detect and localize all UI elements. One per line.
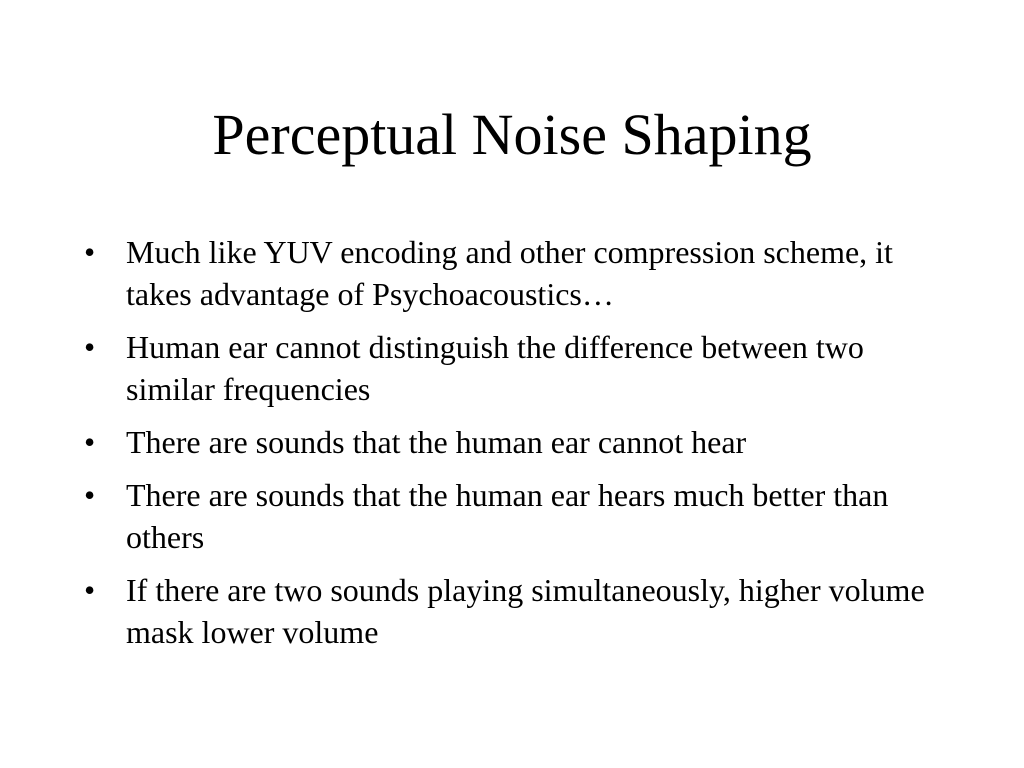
bullet-text: Human ear cannot distinguish the difference between two similar frequencies [126,329,864,407]
bullet-item [84,569,944,653]
bullet-item [84,421,944,463]
bullet-item [84,474,944,558]
bullet-list [84,231,944,664]
bullet-icon: • [84,424,96,460]
bullet-item [84,326,944,410]
bullet-text: There are sounds that the human ear hears much better than others [126,477,889,555]
bullet-text: Much like YUV encoding and other compression scheme, it takes advantage of Psychoacoustics… [126,234,893,312]
bullet-icon: • [84,477,96,513]
bullet-text: If there are two sounds playing simultaneously, higher volume mask lower volume [126,572,925,650]
bullet-item [84,231,944,315]
bullet-icon: • [84,572,96,608]
slide-title: Perceptual Noise Shaping [212,102,812,167]
bullet-icon: • [84,329,96,365]
bullet-icon: • [84,234,96,270]
bullet-text: There are sounds that the human ear cannot hear [126,424,747,460]
